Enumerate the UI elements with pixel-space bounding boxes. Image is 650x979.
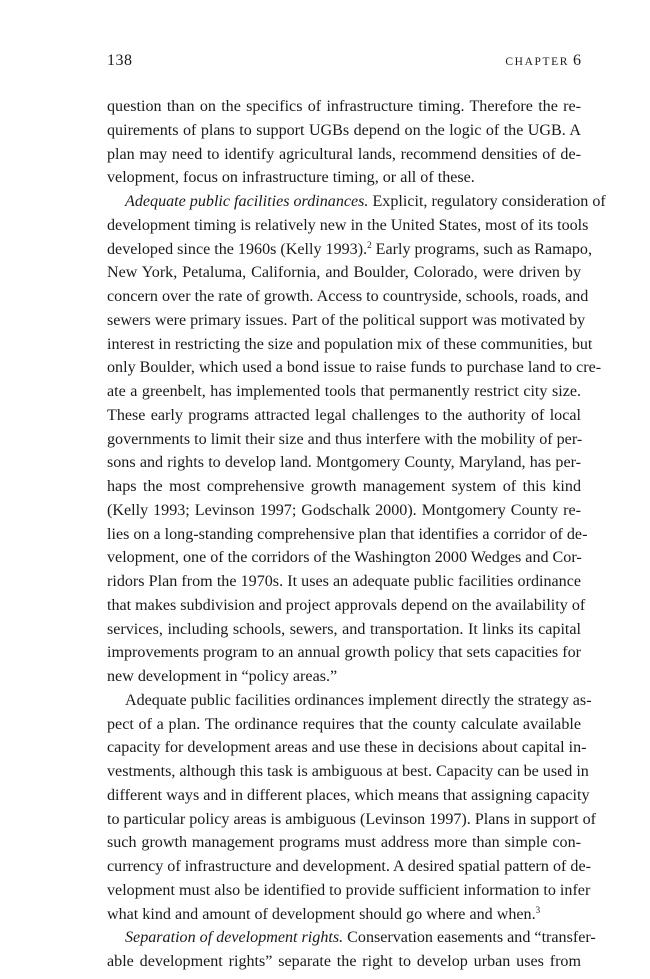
text-line: [107, 926, 596, 950]
line-text: only Boulder, which used a bond issue to raise funds to purchase land to cre-: [107, 359, 602, 377]
line-text-continued: Early programs, such as Ramapo,: [371, 240, 592, 258]
line-text: developed since the 1960s (Kelly 1993).: [107, 240, 368, 258]
text-line: [107, 404, 581, 428]
text-line: [107, 166, 581, 190]
text-line: [107, 784, 590, 808]
line-text: improvements program to an annual growth policy that sets capacities for: [107, 644, 581, 662]
text-line: [107, 855, 591, 879]
text-line: [107, 879, 591, 903]
line-text: Conservation easements and “transfer-: [343, 929, 596, 947]
body-text: [107, 95, 606, 974]
line-text: interest in restricting the size and population mix of these communities, but: [107, 335, 593, 353]
line-text: currency of infrastructure and development. A desired spatial pattern of de-: [107, 858, 591, 875]
text-line: [107, 451, 581, 475]
footnote-marker: 3: [535, 904, 541, 915]
text-line: [107, 428, 581, 452]
line-text: pect of a plan. The ordinance requires that the county calculate available: [107, 715, 581, 733]
line-text: development timing is relatively new in the United States, most of its tools: [107, 216, 589, 234]
text-line: [107, 285, 589, 309]
line-text: sewers were primary issues. Part of the political support was motivated by: [107, 311, 586, 329]
line-text: (Kelly 1993; Levinson 1997; Godschalk 2000). Montgomery County re-: [107, 501, 581, 519]
line-text: such growth management programs must address more than simple con-: [107, 834, 581, 852]
line-text: that makes subdivision and project approvals depend on the availability of: [107, 596, 586, 614]
text-line: [107, 641, 581, 665]
text-line: [107, 808, 596, 832]
line-text: new development in “policy areas.”: [107, 668, 338, 685]
line-text: Adequate public facilities ordinances implement directly the strategy as-: [125, 691, 592, 709]
line-text: velopment, one of the corridors of the Washington 2000 Wedges and Cor-: [107, 549, 582, 567]
line-text: These early programs attracted legal challenges to the authority of local: [107, 406, 581, 424]
line-text: ridors Plan from the 1970s. It uses an adequate public facilities ordinance: [107, 573, 581, 590]
text-line: [107, 736, 587, 760]
text-line: [107, 261, 581, 285]
line-text: velopment must also be identified to provide sufficient information to infer: [107, 881, 591, 899]
line-text: quirements of plans to support UGBs depend on the logic of the UGB. A: [107, 121, 581, 139]
chapter-number: 6: [573, 52, 581, 69]
text-line: [107, 760, 589, 784]
line-text: services, including schools, sewers, and transportation. It links its capital: [107, 620, 581, 638]
text-line: [107, 238, 592, 262]
text-line: [107, 333, 593, 357]
text-line: [107, 950, 581, 974]
text-line: [107, 119, 581, 143]
page-number: 138: [107, 52, 133, 69]
line-text: concern over the rate of growth. Access to countryside, schools, roads, and: [107, 288, 589, 305]
text-line: [107, 475, 581, 499]
line-text: to particular policy areas is ambiguous (Levinson 1997). Plans in support of: [107, 810, 596, 828]
text-line: [107, 665, 581, 689]
line-text: vestments, although this task is ambiguous at best. Capacity can be used in: [107, 763, 589, 780]
italic-run-in-heading: Adequate public facilities ordinances.: [125, 193, 369, 210]
line-text: able development rights” separate the right to develop urban uses from: [107, 953, 581, 970]
line-text: ate a greenbelt, has implemented tools that permanently restrict city size.: [107, 383, 581, 400]
line-text: question than on the specifics of infrastructure timing. Therefore the re-: [107, 98, 581, 115]
text-line: [107, 95, 581, 119]
line-text: Explicit, regulatory consideration of: [368, 193, 606, 210]
running-head: [107, 52, 581, 76]
line-text: velopment, focus on infrastructure timing, or all of these.: [107, 169, 475, 187]
text-line: [107, 546, 581, 570]
text-line: [107, 618, 581, 642]
footnote-marker: 2: [367, 239, 372, 250]
italic-run-in-heading: Separation of development rights.: [125, 929, 344, 947]
chapter-label: [505, 52, 581, 70]
text-line: [107, 499, 581, 523]
line-text: haps the most comprehensive growth management system of this kind: [107, 478, 581, 495]
text-line: [107, 380, 581, 404]
line-text: lies on a long-standing comprehensive plan that identifies a corridor of de-: [107, 525, 588, 543]
text-line: [107, 713, 581, 737]
text-line: [107, 523, 588, 547]
line-text: what kind and amount of development should go where and when.: [107, 905, 536, 923]
text-line: [107, 356, 602, 380]
line-text: capacity for development areas and use these in decisions about capital in-: [107, 739, 587, 757]
text-line: [107, 190, 606, 214]
line-text: different ways and in different places, which means that assigning capacity: [107, 786, 590, 804]
text-line: [107, 214, 589, 238]
line-text: New York, Petaluma, California, and Boulder, Colorado, were driven by: [107, 264, 581, 282]
text-line: [107, 570, 581, 594]
line-text: sons and rights to develop land. Montgomery County, Maryland, has per-: [107, 454, 581, 472]
line-text: governments to limit their size and thus interfere with the mobility of per-: [107, 430, 583, 448]
text-line: [107, 309, 586, 333]
text-line: [107, 831, 581, 855]
line-text: plan may need to identify agricultural lands, recommend densities of de-: [107, 145, 581, 163]
text-line: [107, 143, 581, 167]
text-line: [107, 689, 592, 713]
text-line: [107, 903, 581, 927]
text-line: [107, 594, 586, 618]
chapter-word: CHAPTER: [505, 56, 569, 68]
